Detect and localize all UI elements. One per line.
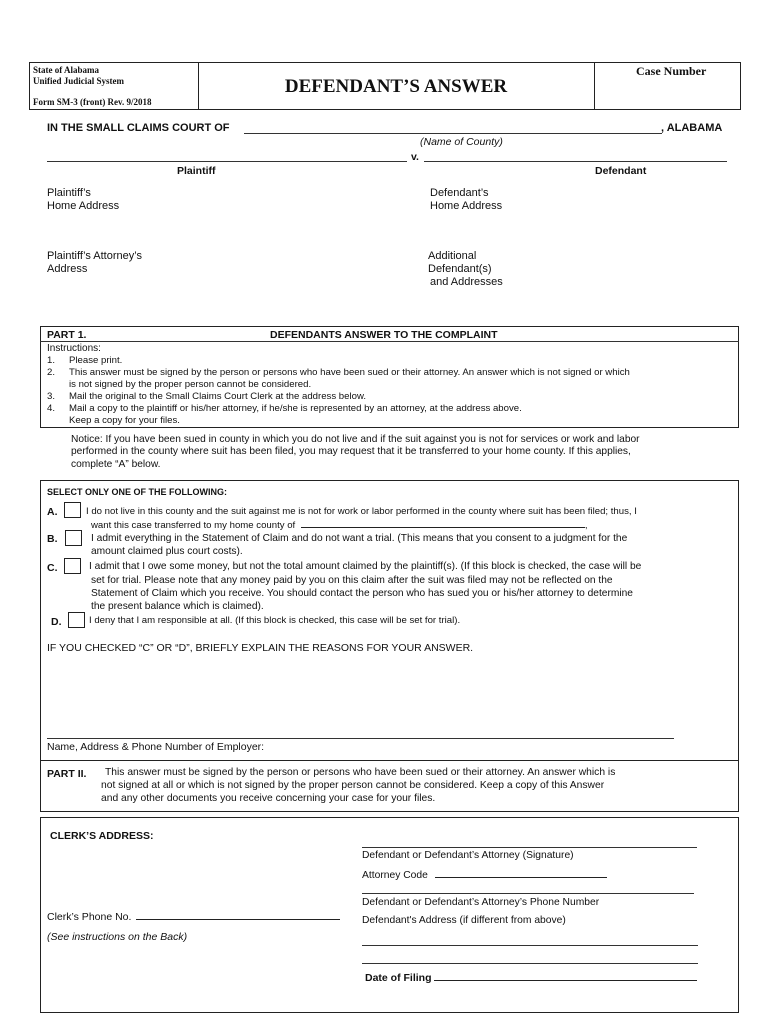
versus-label: v. [411,151,419,163]
header-divider-right [594,62,595,110]
notice-line-1: Notice: If you have been sued in county in which you do not live and if the suit against you is not for services or work and labor [71,434,640,445]
signature-label: Defendant or Defendant’s Attorney (Signature) [362,850,574,861]
plaintiff-home-label: Plaintiff’s Home Address [47,187,120,212]
signature-field[interactable] [362,847,697,848]
defendant-home-label: Defendant’s Home Address [430,187,503,212]
instruction-4: 4. Mail a copy to the plaintiff or his/her attorney, if he/she is represented by an attorney, at the address above. Keep a copy for your files. [47,403,522,426]
option-c-label: C. [47,562,58,574]
clerk-phone-field[interactable] [136,911,340,920]
system-label: Unified Judicial System [33,76,125,86]
part2-text-3: and any other documents you receive concerning your case for your files. [101,793,436,804]
court-state: , ALABAMA [661,122,723,134]
state-label: State of Alabama [33,65,99,75]
clerk-address-label: CLERK’S ADDRESS: [50,830,154,842]
option-d-label: D. [51,616,62,628]
employer-label: Name, Address & Phone Number of Employer: [47,741,265,753]
defendant-address-label: Defendant's Address (if different from above) [362,915,566,926]
case-number-field[interactable] [598,80,738,108]
option-a-label: A. [47,506,58,518]
option-c-text-3: Statement of Claim which you receive. You should contact the person who has sued you or his/her attorney to determine [91,588,633,599]
option-c-checkbox[interactable] [64,558,81,574]
see-back-note: (See instructions on the Back) [47,931,188,943]
select-heading: SELECT ONLY ONE OF THE FOLLOWING: [47,487,228,497]
phone-number-field[interactable] [362,893,694,894]
home-county-field[interactable] [301,519,585,528]
clerk-address-field[interactable] [48,846,348,906]
instruction-1: 1. Please print. [47,355,123,366]
option-b-checkbox[interactable] [65,530,82,546]
employer-field[interactable] [47,738,674,739]
option-b-text-2: amount claimed plus court costs). [91,546,243,557]
plaintiff-name-field[interactable] [47,161,407,162]
defendant-address-line-2[interactable] [362,963,698,964]
page-title: DEFENDANT’S ANSWER [284,76,508,97]
instruction-3: 3. Mail the original to the Small Claims Court Clerk at the address below. [47,391,367,402]
defendant-label: Defendant [595,165,647,177]
phone-number-label: Defendant or Defendant’s Attorney’s Phone Number [362,897,600,908]
option-a-text-1: I do not live in this county and the suit against me is not for work or labor performed in the county where suit has been filed; thus, I [86,506,637,517]
option-d-checkbox[interactable] [68,612,85,628]
case-number-label: Case Number [636,64,707,78]
additional-defendants-label: Additional Defendant(s) and Addresses [428,250,503,288]
plaintiff-label: Plaintiff [177,165,216,177]
notice-line-2: performed in the county where suit has been filed, you may request that it be transferred to your home county. If this applies, [71,446,631,457]
date-filing-field[interactable] [434,972,697,981]
option-b-label: B. [47,533,58,545]
attorney-code-label: Attorney Code [362,869,607,881]
option-c-text-2: set for trial. Please note that any money paid by you on this claim after the suit was filed may not be reflected on the [91,575,613,586]
defendant-name-field[interactable] [424,161,727,162]
part1-heading: DEFENDANTS ANSWER TO THE COMPLAINT [270,329,498,341]
part2-text-1: This answer must be signed by the person or persons who have been sued or their attorney. An answer which is [105,767,616,778]
option-a-text-2: want this case transferred to my home county of , [91,520,588,531]
option-c-text-4: the present balance which is claimed). [91,601,264,612]
part2-text-2: not signed at all or which is not signed by the proper person cannot be considered. Keep a copy of this Answer [101,780,605,791]
plaintiff-attorney-label: Plaintiff’s Attorney’s Address [47,250,142,275]
county-field[interactable] [244,133,662,134]
part2-label: PART II. [47,768,87,780]
option-d-text-1: I deny that I am responsible at all. (If this block is checked, this case will be set for trial). [89,615,461,626]
date-filing-label: Date of Filing [365,972,697,984]
notice-line-3: complete “A” below. [71,459,161,470]
county-hint: (Name of County) [420,136,503,148]
option-b-text-1: I admit everything in the Statement of Claim and do not want a trial. (This means that you consent to a judgment for the [91,533,628,544]
part1-label: PART 1. [47,329,87,341]
clerk-phone-label: Clerk’s Phone No. [47,911,340,923]
part1-heading-rule [40,341,739,342]
explain-heading: IF YOU CHECKED “C” OR “D”, BRIEFLY EXPLAIN THE REASONS FOR YOUR ANSWER. [47,642,474,654]
option-a-checkbox[interactable] [64,502,81,518]
defendant-address-line-1[interactable] [362,945,698,946]
court-lead: IN THE SMALL CLAIMS COURT OF [47,122,230,134]
form-number: Form SM-3 (front) Rev. 9/2018 [33,97,152,107]
attorney-code-field[interactable] [435,869,607,878]
explanation-field[interactable] [45,656,733,734]
option-c-text-1: I admit that I owe some money, but not the total amount claimed by the plaintiff(s). (If this block is checked, the case will be [89,561,642,572]
instruction-2: 2. This answer must be signed by the person or persons who have been sued or their attorney. An answer which is not signed or which is not signed by the proper person cannot be considered. [47,367,630,390]
instructions-label: Instructions: [47,343,101,354]
